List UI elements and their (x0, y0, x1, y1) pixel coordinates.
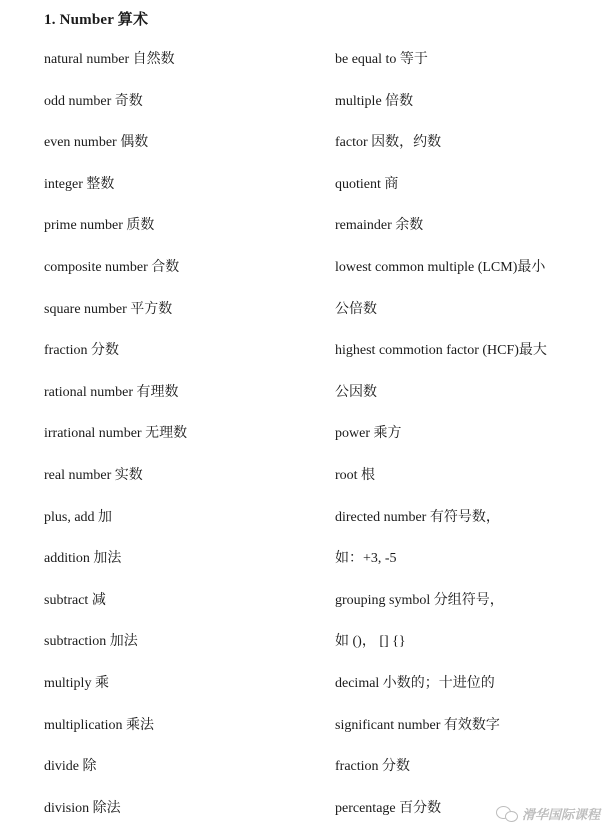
term-item: division 除法 (44, 800, 121, 816)
watermark (496, 804, 600, 823)
term-item: fraction 分数 (335, 759, 411, 775)
term-item: root 根 (335, 467, 376, 483)
term-item: significant number 有效数字 (335, 717, 500, 733)
term-item: subtraction 加法 (44, 634, 138, 650)
term-item: fraction 分数 (44, 343, 120, 359)
term-item: real number 实数 (44, 467, 143, 483)
term-item: power 乘方 (335, 426, 402, 442)
term-item: grouping symbol 分组符号， (335, 592, 504, 608)
term-item: square number 平方数 (44, 301, 173, 317)
term-item: 如 ()， [] {} (335, 634, 406, 650)
term-item: plus, add 加 (44, 509, 113, 525)
term-item: addition 加法 (44, 551, 122, 567)
term-item: subtract 减 (44, 592, 106, 608)
right-term-list (335, 48, 605, 838)
term-item: multiplication 乘法 (44, 717, 155, 733)
term-item: lowest common multiple (LCM)最小 (335, 259, 546, 275)
term-item: 公倍数 (335, 301, 377, 317)
chat-bubbles-icon (496, 806, 518, 822)
term-item: 公因数 (335, 384, 377, 400)
term-item: integer 整数 (44, 176, 115, 192)
term-item: directed number 有符号数， (335, 509, 500, 525)
term-item: prime number 质数 (44, 218, 155, 234)
left-term-list (44, 48, 324, 838)
term-item: even number 偶数 (44, 135, 149, 151)
term-item: highest commotion factor (HCF)最大 (335, 343, 547, 359)
term-item: multiple 倍数 (335, 93, 414, 109)
term-item: divide 除 (44, 759, 97, 775)
term-item: be equal to 等于 (335, 52, 428, 67)
term-item: decimal 小数的；十进位的 (335, 675, 495, 691)
section-heading: 1. Number 算术 (44, 12, 149, 28)
term-item: natural number 自然数 (44, 52, 175, 67)
term-item: factor 因数，约数 (335, 135, 442, 151)
term-item: composite number 合数 (44, 259, 180, 275)
term-item: quotient 商 (335, 176, 399, 192)
term-item: rational number 有理数 (44, 384, 179, 400)
term-item: percentage 百分数 (335, 800, 442, 816)
term-item: multiply 乘 (44, 675, 109, 691)
watermark-text: 滑华国际课程 (521, 808, 600, 823)
term-item: irrational number 无理数 (44, 426, 188, 442)
term-item: remainder 余数 (335, 218, 424, 234)
term-item: odd number 奇数 (44, 93, 143, 109)
term-item: 如：+3, -5 (335, 551, 397, 567)
